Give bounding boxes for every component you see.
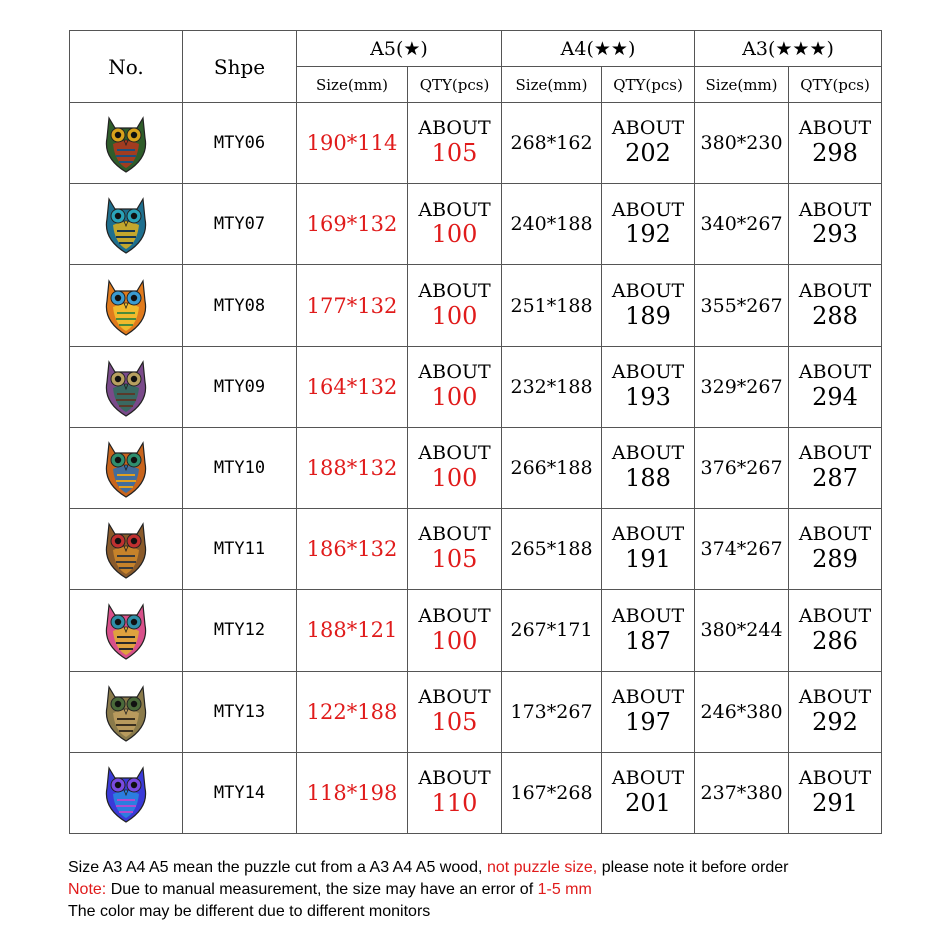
header-a4: A4(★★) [502,31,695,67]
header-size: Size(mm) [297,67,408,103]
header-size: Size(mm) [695,67,789,103]
a5-size: 164*132 [297,346,408,427]
header-qty: QTY(pcs) [602,67,695,103]
a5-qty: ABOUT 100 [408,184,502,265]
a5-qty: ABOUT 100 [408,427,502,508]
table-row [70,590,882,671]
a4-size: 232*188 [502,346,602,427]
table-row [70,509,882,590]
shape-code: MTY06 [183,103,297,184]
table-row [70,265,882,346]
owl-puzzle-image [91,352,161,422]
a3-qty: ABOUT 286 [789,590,882,671]
row-image-number-cell [70,509,183,590]
shape-code: MTY12 [183,590,297,671]
a4-size: 251*188 [502,265,602,346]
a5-size: 177*132 [297,265,408,346]
notes [68,857,788,923]
a5-size: 190*114 [297,103,408,184]
table-row [70,184,882,265]
a3-size: 374*267 [695,509,789,590]
a3-qty: ABOUT 293 [789,184,882,265]
owl-puzzle-image [91,758,161,828]
a3-qty: ABOUT 287 [789,427,882,508]
a5-qty: ABOUT 105 [408,103,502,184]
row-image-number-cell [70,427,183,508]
row-image-number-cell [70,103,183,184]
header-no: No. [70,31,183,103]
a5-qty: ABOUT 105 [408,671,502,752]
a3-qty: ABOUT 291 [789,752,882,833]
a3-qty: ABOUT 294 [789,346,882,427]
a4-size: 240*188 [502,184,602,265]
header-shape: Shpe [183,31,297,103]
a4-qty: ABOUT 192 [602,184,695,265]
a5-size: 186*132 [297,509,408,590]
table-row [70,103,882,184]
note-line-1: Size A3 A4 A5 mean the puzzle cut from a A3 A4 A5 wood, not puzzle size, please note it before order [68,859,789,876]
header-qty: QTY(pcs) [408,67,502,103]
a4-qty: ABOUT 191 [602,509,695,590]
header-a5: A5(★) [297,31,502,67]
table-row [70,752,882,833]
owl-puzzle-image [91,271,161,341]
row-image-number-cell [70,752,183,833]
table-row [70,427,882,508]
a3-qty: ABOUT 292 [789,671,882,752]
a5-size: 169*132 [297,184,408,265]
row-image-number-cell [70,265,183,346]
header-qty: QTY(pcs) [789,67,882,103]
a5-qty: ABOUT 100 [408,265,502,346]
a4-qty: ABOUT 188 [602,427,695,508]
owl-puzzle-image [91,433,161,503]
a4-qty: ABOUT 187 [602,590,695,671]
a4-qty: ABOUT 202 [602,103,695,184]
a5-qty: ABOUT 110 [408,752,502,833]
a3-size: 237*380 [695,752,789,833]
shape-code: MTY14 [183,752,297,833]
owl-puzzle-image [91,514,161,584]
a5-size: 122*188 [297,671,408,752]
a3-size: 329*267 [695,346,789,427]
a3-qty: ABOUT 289 [789,509,882,590]
a5-qty: ABOUT 100 [408,590,502,671]
a3-size: 246*380 [695,671,789,752]
size-table [69,30,882,834]
shape-code: MTY11 [183,509,297,590]
shape-code: MTY08 [183,265,297,346]
note-line-2: Note: Due to manual measurement, the size may have an error of 1-5 mm [68,881,592,898]
owl-puzzle-image [91,108,161,178]
row-image-number-cell [70,184,183,265]
a4-qty: ABOUT 189 [602,265,695,346]
a3-size: 376*267 [695,427,789,508]
a4-size: 268*162 [502,103,602,184]
a4-qty: ABOUT 201 [602,752,695,833]
a4-size: 173*267 [502,671,602,752]
table-row [70,346,882,427]
a4-qty: ABOUT 197 [602,671,695,752]
a5-size: 188*121 [297,590,408,671]
owl-puzzle-image [91,595,161,665]
a4-size: 266*188 [502,427,602,508]
a4-qty: ABOUT 193 [602,346,695,427]
table-row [70,671,882,752]
a4-size: 167*268 [502,752,602,833]
a5-size: 188*132 [297,427,408,508]
row-image-number-cell [70,346,183,427]
a3-qty: ABOUT 298 [789,103,882,184]
note-line-3: The color may be different due to different monitors [68,903,431,920]
a3-size: 380*244 [695,590,789,671]
shape-code: MTY07 [183,184,297,265]
a3-size: 340*267 [695,184,789,265]
owl-puzzle-image [91,677,161,747]
a4-size: 267*171 [502,590,602,671]
a4-size: 265*188 [502,509,602,590]
a5-qty: ABOUT 105 [408,509,502,590]
header-size: Size(mm) [502,67,602,103]
a5-qty: ABOUT 100 [408,346,502,427]
a3-qty: ABOUT 288 [789,265,882,346]
row-image-number-cell [70,671,183,752]
shape-code: MTY09 [183,346,297,427]
owl-puzzle-image [91,189,161,259]
shape-code: MTY13 [183,671,297,752]
a3-size: 380*230 [695,103,789,184]
header-a3: A3(★★★) [695,31,882,67]
row-image-number-cell [70,590,183,671]
a5-size: 118*198 [297,752,408,833]
shape-code: MTY10 [183,427,297,508]
a3-size: 355*267 [695,265,789,346]
